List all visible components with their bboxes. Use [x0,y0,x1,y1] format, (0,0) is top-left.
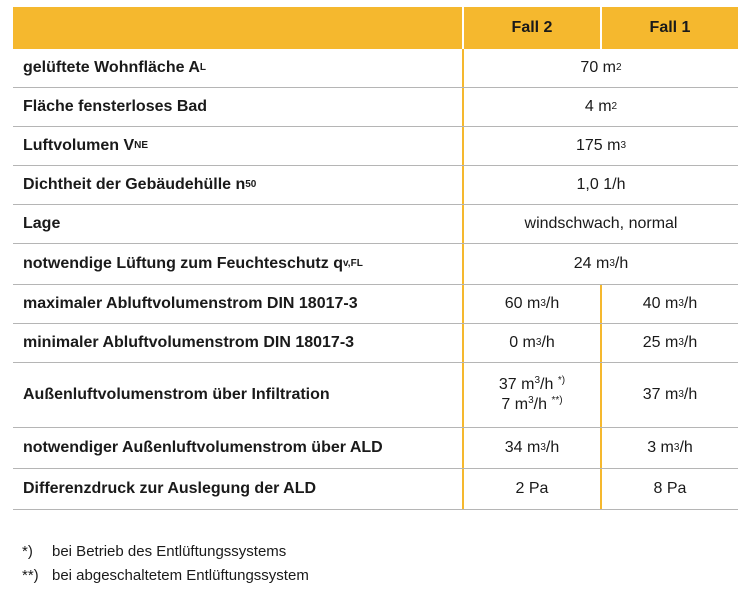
value-line-switched-off: 7 $m^3/h$ **) [501,395,563,413]
row-value-fall-2: 60 m 3 /h [462,285,600,323]
table-row [13,428,738,469]
row-label: Differenzdruck zur Auslegung der ALD [23,480,317,497]
table-row [13,127,738,166]
header-fall-2: Fall 2 [462,7,600,49]
row-value-merged: 24 m 3 /h [462,244,738,284]
row-label: notwendige Lüftung zum Feuchteschutz q v,FL [23,255,363,272]
row-label: Fläche fensterloses Bad [23,98,208,115]
footnote-text: bei abgeschaltetem Entlüftungssystem [52,567,309,584]
table-row [13,244,738,285]
row-label: Lage [23,215,61,232]
footnote-2 [22,564,309,588]
row-value-fall-2: 34 m 3 /h [462,428,600,468]
table-row [13,469,738,510]
table-row [13,205,738,244]
row-value-merged: 4 m 2 [462,88,738,126]
value-line-operating: 37 $m^3/h$ *) [498,375,566,393]
table-row [13,166,738,205]
footnote-text: bei Betrieb des Entlüftungssystems [52,543,287,560]
footnote-1 [22,540,309,564]
row-value-fall-2 [462,363,600,427]
row-label: gelüftete Wohnfläche A L [23,59,207,76]
table-row [13,49,738,88]
row-label: Luftvolumen V NE [23,137,149,154]
row-value-fall-1: 37 m 3 /h [600,363,738,427]
row-label: minimaler Abluftvolumenstrom DIN 18017-3 [23,334,355,351]
row-label: maximaler Abluftvolumenstrom DIN 18017-3 [23,295,358,312]
footnote-mark: **) [22,567,39,584]
row-value-fall-2: 2 Pa [462,469,600,509]
header-fall-1: Fall 1 [600,7,738,49]
footnote-mark: *) [22,543,33,560]
row-value-fall-1: 3 m 3 /h [600,428,738,468]
row-value-merged: 1,0 1/h [462,166,738,204]
row-value-merged: 70 m 2 [462,49,738,87]
row-value-fall-1: 8 Pa [600,469,738,509]
header-empty-cell [13,7,462,49]
row-value-fall-1: 25 m 3 /h [600,324,738,362]
table-row [13,88,738,127]
row-value-fall-1: 40 m 3 /h [600,285,738,323]
table-row [13,285,738,324]
row-label: Dichtheit der Gebäudehülle n 50 [23,176,257,193]
footnotes [22,540,309,588]
table-row [13,363,738,428]
table-row [13,324,738,363]
row-value-merged: 175 m 3 [462,127,738,165]
table-header [13,7,738,49]
row-label: Außenluftvolumenstrom über Infiltration [23,386,330,403]
comparison-table [13,7,738,510]
row-value-fall-2: 0 m 3 /h [462,324,600,362]
row-value-merged: windschwach, normal [462,205,738,243]
row-label: notwendiger Außenluftvolumenstrom über ALD [23,439,383,456]
